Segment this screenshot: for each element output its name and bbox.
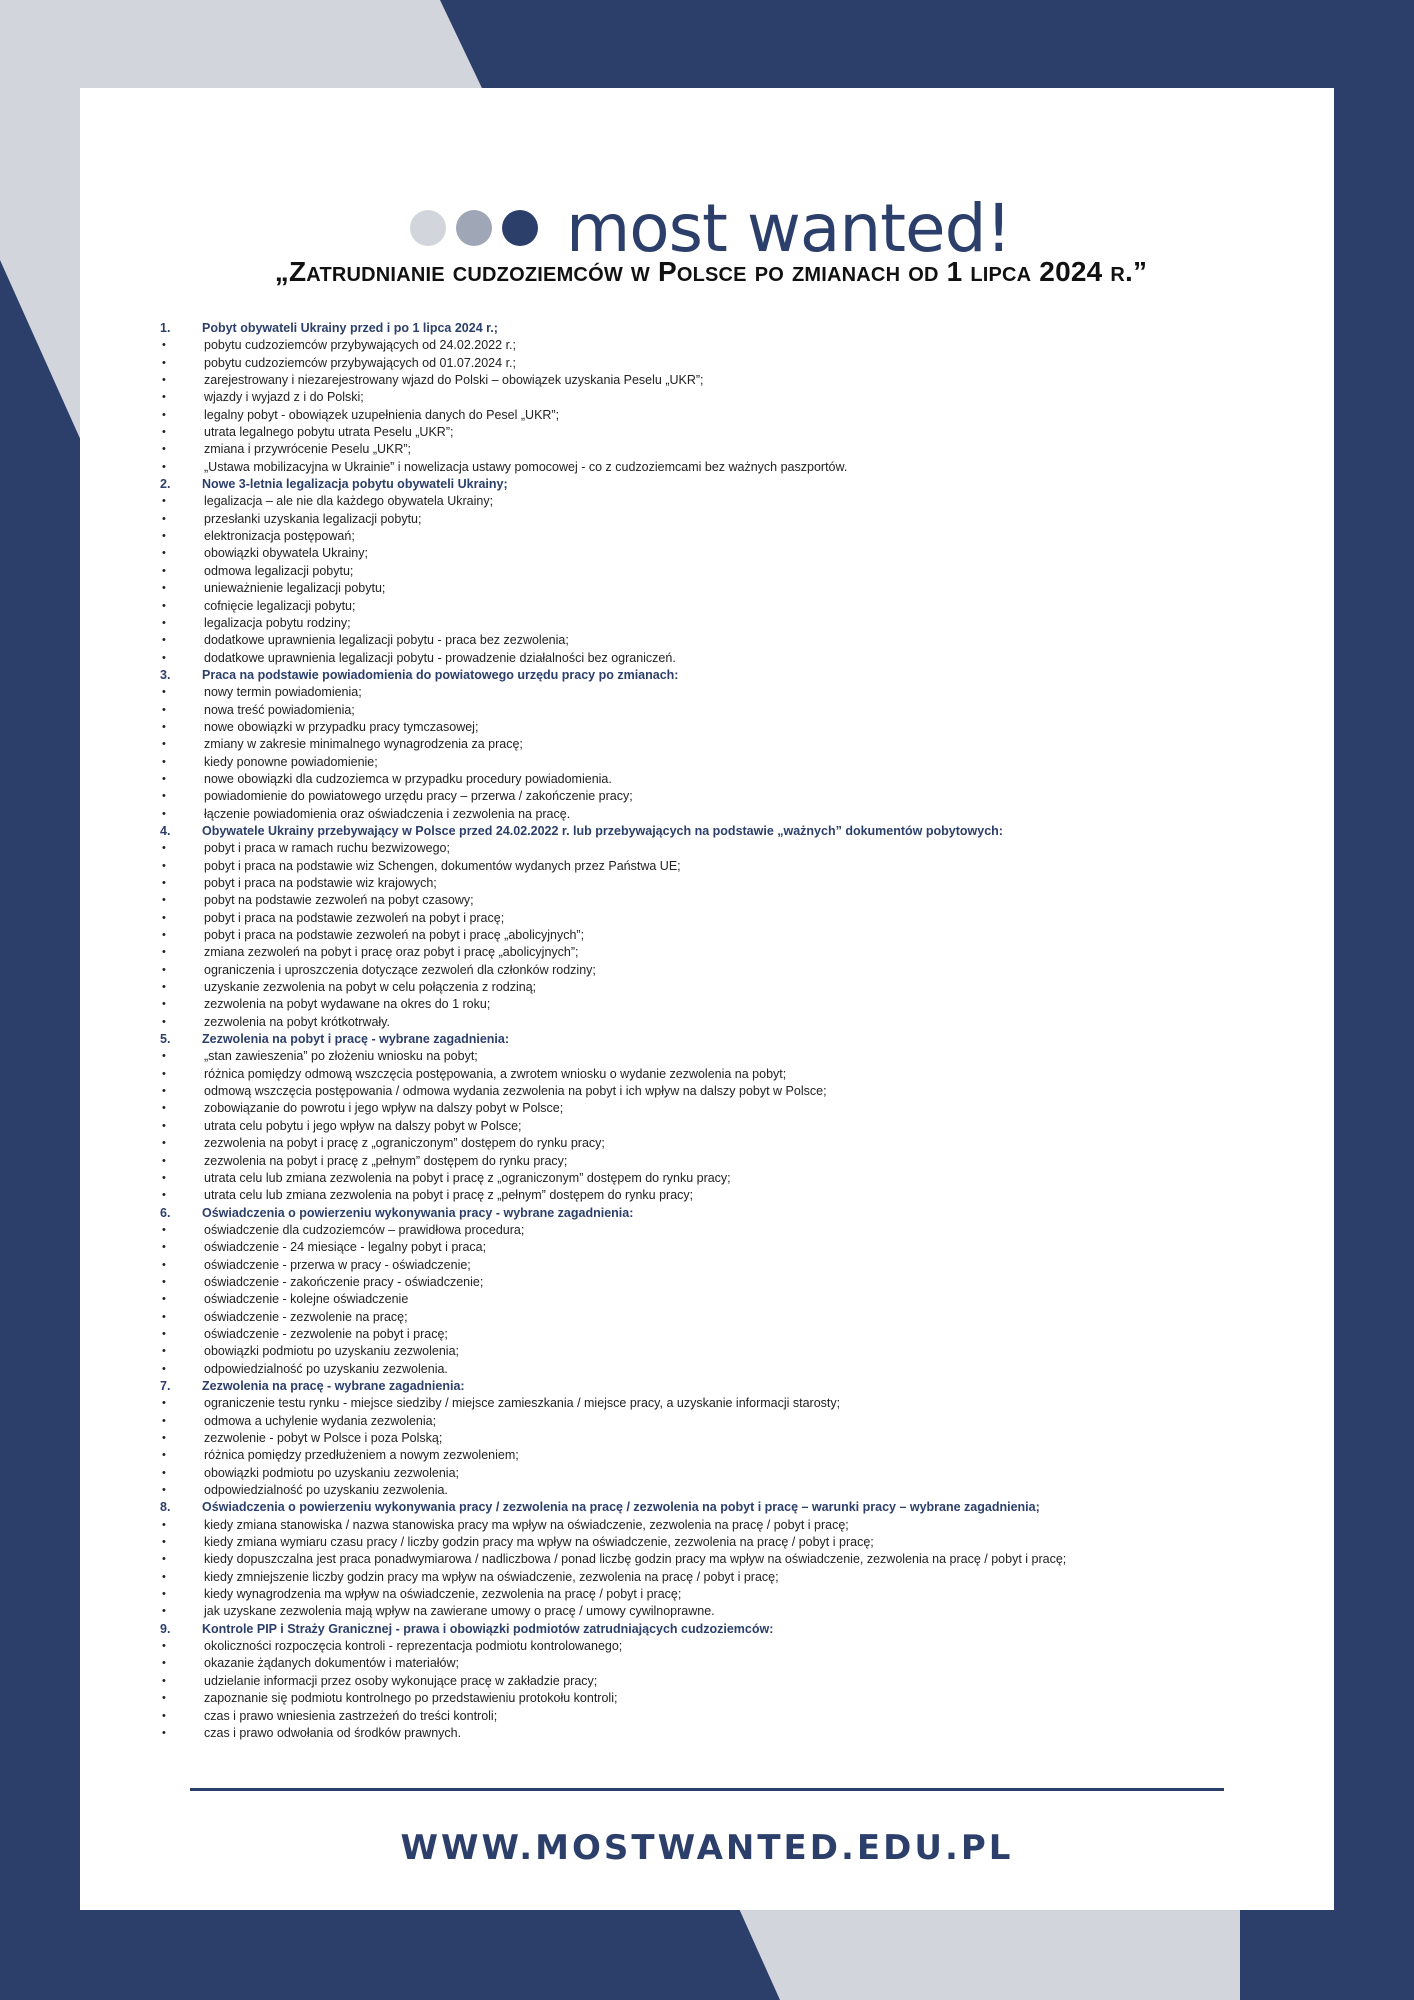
bullet-icon: • — [162, 1154, 166, 1167]
list-item — [160, 1326, 1300, 1343]
section-number: 4. — [160, 823, 171, 838]
bullet-icon: • — [162, 1085, 166, 1098]
list-item — [160, 459, 1300, 476]
list-item-text: kiedy wynagrodzenia ma wpływ na oświadczenie, zezwolenia na pracę / pobyt i pracę; — [204, 1587, 682, 1602]
bullet-icon: • — [162, 738, 166, 751]
list-item — [160, 355, 1300, 372]
bullet-icon: • — [162, 408, 166, 421]
list-item-text: legalizacja – ale nie dla każdego obywatela Ukrainy; — [204, 494, 494, 509]
list-item — [160, 511, 1300, 528]
list-item — [160, 771, 1300, 788]
list-item — [160, 684, 1300, 701]
section-heading — [160, 320, 1300, 337]
list-item-text: pobyt i praca na podstawie zezwoleń na pobyt i pracę; — [204, 910, 505, 925]
list-item — [160, 1066, 1300, 1083]
list-item — [160, 806, 1300, 823]
list-item-text: odpowiedzialność po uzyskaniu zezwolenia. — [204, 1483, 448, 1498]
list-item — [160, 632, 1300, 649]
list-item-text: obowiązki obywatela Ukrainy; — [204, 546, 368, 561]
list-item — [160, 650, 1300, 667]
bullet-icon: • — [162, 1484, 166, 1497]
bullet-icon: • — [162, 426, 166, 439]
list-item-text: cofnięcie legalizacji pobytu; — [204, 598, 356, 613]
bullet-icon: • — [162, 703, 166, 716]
bullet-icon: • — [162, 998, 166, 1011]
list-item — [160, 372, 1300, 389]
bullet-icon: • — [162, 755, 166, 768]
list-item-text: zobowiązanie do powrotu i jego wpływ na dalszy pobyt w Polsce; — [204, 1101, 564, 1116]
bullet-icon: • — [162, 1518, 166, 1531]
list-item — [160, 875, 1300, 892]
section-heading — [160, 1621, 1300, 1638]
list-item-text: uzyskanie zezwolenia na pobyt w celu połączenia z rodziną; — [204, 980, 537, 995]
list-item-text: oświadczenie - zakończenie pracy - oświadczenie; — [204, 1274, 484, 1289]
list-item — [160, 1413, 1300, 1430]
list-item-text: zmiana zezwoleń na pobyt i pracę oraz pobyt i pracę „abolicyjnych”; — [204, 945, 579, 960]
bullet-icon: • — [162, 616, 166, 629]
list-item-text: zarejestrowany i niezarejestrowany wjazd do Polski – obowiązek uzyskania Peselu „UKR”; — [204, 373, 704, 388]
list-item — [160, 563, 1300, 580]
bullet-icon: • — [162, 1258, 166, 1271]
document-title: „Zatrudnianie cudzoziemców w Polsce po zmianach od 1 lipca 2024 r.” — [274, 256, 1148, 287]
section-number: 5. — [160, 1032, 171, 1047]
list-item — [160, 1655, 1300, 1672]
bullet-icon: • — [162, 1692, 166, 1705]
logo-dot-light-icon — [410, 210, 446, 246]
list-item-text: wjazdy i wyjazd z i do Polski; — [204, 390, 364, 405]
bullet-icon: • — [162, 547, 166, 560]
list-item-text: obowiązki podmiotu po uzyskaniu zezwolenia; — [204, 1344, 460, 1359]
list-item — [160, 337, 1300, 354]
list-item-text: utrata celu pobytu i jego wpływ na dalszy pobyt w Polsce; — [204, 1118, 522, 1133]
list-item — [160, 1534, 1300, 1551]
section-heading — [160, 1499, 1300, 1516]
list-item — [160, 858, 1300, 875]
list-item — [160, 1118, 1300, 1135]
list-item-text: zezwolenia na pobyt krótkotrwały. — [204, 1014, 390, 1029]
list-item — [160, 1586, 1300, 1603]
list-item — [160, 1673, 1300, 1690]
bullet-icon: • — [162, 339, 166, 352]
list-item-text: elektronizacja postępowań; — [204, 529, 355, 544]
section-number: 3. — [160, 667, 171, 682]
list-item-text: legalny pobyt - obowiązek uzupełnienia danych do Pesel „UKR”; — [204, 407, 560, 422]
list-item-text: pobyt i praca w ramach ruchu bezwizowego; — [204, 841, 450, 856]
bullet-icon: • — [162, 1709, 166, 1722]
list-item-text: kiedy zmniejszenie liczby godzin pracy ma wpływ na oświadczenie, zezwolenia na pracę / pobyt i pracę; — [204, 1569, 779, 1584]
list-item-text: pobyt i praca na podstawie wiz krajowych; — [204, 876, 437, 890]
list-item-text: czas i prawo wniesienia zastrzeżeń do treści kontroli; — [204, 1708, 498, 1723]
section-heading-text: Oświadczenia o powierzeniu wykonywania pracy / zezwolenia na pracę / zezwolenia na pobyt i pracę – warunki pracy – wybrane zagadnienia; — [202, 1500, 1040, 1515]
bullet-icon: • — [162, 1588, 166, 1601]
list-item — [160, 615, 1300, 632]
bullet-icon: • — [162, 911, 166, 924]
list-item-text: odmowa legalizacji pobytu; — [204, 563, 354, 578]
list-item-text: oświadczenie - zezwolenie na pobyt i pracę; — [204, 1326, 448, 1341]
list-item-text: dodatkowe uprawnienia legalizacji pobytu - praca bez zezwolenia; — [204, 633, 569, 648]
list-item-text: obowiązki podmiotu po uzyskaniu zezwolenia; — [204, 1465, 460, 1480]
bullet-icon: • — [162, 929, 166, 942]
list-item — [160, 1517, 1300, 1534]
bullet-icon: • — [162, 1362, 166, 1375]
list-item-text: oświadczenie - zezwolenie na pracę; — [204, 1309, 408, 1324]
list-item — [160, 424, 1300, 441]
section-heading — [160, 476, 1300, 493]
list-item — [160, 1170, 1300, 1187]
section-heading-text: Oświadczenia o powierzeniu wykonywania pracy - wybrane zagadnienia: — [202, 1205, 634, 1220]
bullet-icon: • — [162, 790, 166, 803]
list-item-text: ograniczenia i uproszczenia dotyczące zezwoleń dla członków rodziny; — [204, 962, 596, 977]
list-item — [160, 389, 1300, 406]
list-item — [160, 441, 1300, 458]
brand-name: most wanted! — [566, 189, 1012, 267]
section-number: 8. — [160, 1500, 171, 1515]
list-item — [160, 927, 1300, 944]
list-item — [160, 1309, 1300, 1326]
section-number: 6. — [160, 1205, 171, 1220]
list-item-text: okoliczności rozpoczęcia kontroli - reprezentacja podmiotu kontrolowanego; — [204, 1639, 623, 1654]
list-item-text: odmowa a uchylenie wydania zezwolenia; — [204, 1413, 437, 1428]
bullet-icon: • — [162, 1414, 166, 1427]
list-item-text: zapoznanie się podmiotu kontrolnego po przedstawieniu protokołu kontroli; — [204, 1691, 618, 1706]
list-item — [160, 1222, 1300, 1239]
list-item — [160, 996, 1300, 1013]
list-item-text: zezwolenie - pobyt w Polsce i poza Polską; — [204, 1431, 443, 1445]
section-number: 1. — [160, 321, 171, 335]
section-heading-text: Obywatele Ukrainy przebywający w Polsce przed 24.02.2022 r. lub przebywających na podstawie „ważnych” dokumentów pobytowych: — [202, 823, 1003, 838]
list-item — [160, 1274, 1300, 1291]
list-item-text: jak uzyskane zezwolenia mają wpływ na zawierane umowy o pracę / umowy cywilnoprawne. — [204, 1604, 715, 1619]
list-item-text: zezwolenia na pobyt i pracę z „ograniczonym” dostępem do rynku pracy; — [204, 1136, 605, 1151]
list-item — [160, 407, 1300, 424]
list-item — [160, 1239, 1300, 1256]
list-item-text: powiadomienie do powiatowego urzędu pracy – przerwa / zakończenie pracy; — [204, 789, 633, 804]
list-item — [160, 1361, 1300, 1378]
bullet-icon: • — [162, 564, 166, 577]
list-item-text: ograniczenie testu rynku - miejsce siedziby / miejsce zamieszkania / miejsce pracy, a uzyskanie informacji starosty; — [204, 1396, 841, 1411]
list-item-text: pobyt i praca na podstawie zezwoleń na pobyt i pracę „abolicyjnych”; — [204, 928, 585, 943]
bullet-icon: • — [162, 720, 166, 733]
list-item-text: pobytu cudzoziemców przybywających od 01.07.2024 r.; — [204, 355, 516, 370]
list-item — [160, 1187, 1300, 1204]
list-item-text: nowy termin powiadomienia; — [204, 685, 362, 700]
bullet-icon: • — [162, 1432, 166, 1444]
list-item-text: oświadczenie dla cudzoziemców – prawidłowa procedura; — [204, 1222, 525, 1237]
bullet-icon: • — [162, 391, 166, 404]
bullet-icon: • — [162, 1275, 166, 1288]
list-item — [160, 1725, 1300, 1742]
list-item — [160, 1100, 1300, 1117]
bullet-icon: • — [162, 1466, 166, 1479]
bullet-icon: • — [162, 1674, 166, 1687]
list-item-text: łączenie powiadomienia oraz oświadczenia i zezwolenia na pracę. — [204, 806, 571, 821]
list-item-text: „Ustawa mobilizacyjna w Ukrainie” i nowelizacja ustawy pomocowej - co z cudzoziemcami bez ważnych paszportów. — [204, 459, 848, 474]
bullet-icon: • — [162, 1553, 166, 1566]
bullet-icon: • — [162, 1310, 166, 1323]
section-heading-text: Praca na podstawie powiadomienia do powiatowego urzędu pracy po zmianach: — [202, 667, 679, 682]
bullet-icon: • — [162, 634, 166, 647]
list-item — [160, 1465, 1300, 1482]
bullet-icon: • — [162, 1067, 166, 1080]
bullet-icon: • — [162, 1657, 166, 1670]
section-heading — [160, 667, 1300, 684]
list-item-text: zmiany w zakresie minimalnego wynagrodzenia za pracę; — [204, 737, 523, 752]
bullet-icon: • — [162, 946, 166, 959]
content-card — [80, 88, 1334, 1910]
section-heading — [160, 1031, 1300, 1048]
list-item — [160, 1430, 1300, 1447]
section-heading-text: Zezwolenia na pobyt i pracę - wybrane zagadnienia: — [202, 1032, 510, 1047]
list-item — [160, 1291, 1300, 1308]
list-item-text: nowe obowiązki w przypadku pracy tymczasowej; — [204, 719, 479, 734]
list-item-text: dodatkowe uprawnienia legalizacji pobytu - prowadzenie działalności bez ograniczeń. — [204, 650, 676, 665]
section-heading — [160, 1378, 1300, 1395]
bullet-icon: • — [162, 963, 166, 976]
section-number: 9. — [160, 1621, 171, 1636]
bullet-icon: • — [162, 1137, 166, 1150]
list-item-text: nowa treść powiadomienia; — [204, 702, 355, 717]
list-item-text: zmiana i przywrócenie Peselu „UKR”; — [204, 442, 412, 457]
list-item-text: oświadczenie - przerwa w pracy - oświadczenie; — [204, 1257, 471, 1272]
bullet-icon: • — [162, 1241, 166, 1254]
bullet-icon: • — [162, 859, 166, 872]
list-item — [160, 892, 1300, 909]
bullet-icon: • — [162, 1605, 166, 1618]
list-item-text: utrata celu lub zmiana zezwolenia na pobyt i pracę z „pełnym” dostępem do rynku pracy; — [204, 1188, 694, 1203]
list-item-text: odmową wszczęcia postępowania / odmowa wydania zezwolenia na pobyt i ich wpływ na dalszy pobyt w Polsce; — [204, 1084, 827, 1099]
bullet-icon: • — [162, 460, 166, 473]
bullet-icon: • — [162, 1050, 166, 1063]
list-item-text: okazanie żądanych dokumentów i materiałów; — [204, 1656, 459, 1671]
bullet-icon: • — [162, 651, 166, 664]
list-item-text: różnica pomiędzy przedłużeniem a nowym zezwoleniem; — [204, 1448, 519, 1463]
bullet-icon: • — [162, 599, 166, 612]
list-item — [160, 1257, 1300, 1274]
list-item — [160, 1569, 1300, 1586]
list-item-text: udzielanie informacji przez osoby wykonujące pracę w zakładzie pracy; — [204, 1673, 598, 1688]
bullet-icon: • — [162, 686, 166, 699]
list-item — [160, 1395, 1300, 1412]
section-heading-text: Pobyt obywateli Ukrainy przed i po 1 lipca 2024 r.; — [202, 321, 498, 335]
section-heading — [160, 1205, 1300, 1222]
list-item — [160, 580, 1300, 597]
list-item — [160, 1447, 1300, 1464]
list-item — [160, 528, 1300, 545]
list-item — [160, 1603, 1300, 1620]
bullet-icon: • — [162, 1327, 166, 1340]
list-item-text: „stan zawieszenia” po złożeniu wniosku na pobyt; — [204, 1049, 478, 1064]
section-heading-text: Nowe 3-letnia legalizacja pobytu obywateli Ukrainy; — [202, 477, 508, 492]
bullet-icon: • — [162, 374, 166, 387]
logo-dot-mid-icon — [456, 210, 492, 246]
list-item — [160, 944, 1300, 961]
list-item-text: przesłanki uzyskania legalizacji pobytu; — [204, 511, 422, 526]
list-item — [160, 1014, 1300, 1031]
list-item — [160, 754, 1300, 771]
bullet-icon: • — [162, 1726, 166, 1739]
bullet-icon: • — [162, 1536, 166, 1549]
list-item-text: nowe obowiązki dla cudzoziemca w przypadku procedury powiadomienia. — [204, 771, 612, 786]
list-item — [160, 1482, 1300, 1499]
logo-dot-dark-icon — [502, 210, 538, 246]
list-item — [160, 840, 1300, 857]
list-item-text: oświadczenie - 24 miesiące - legalny pobyt i praca; — [204, 1240, 487, 1255]
bullet-icon: • — [162, 807, 166, 820]
bullet-icon: • — [162, 443, 166, 456]
list-item-text: kiedy ponowne powiadomienie; — [204, 754, 378, 769]
list-item — [160, 598, 1300, 615]
bullet-icon: • — [162, 1345, 166, 1358]
footer-url[interactable]: WWW.MOSTWANTED.EDU.PL — [400, 1828, 1014, 1868]
bullet-icon: • — [162, 356, 166, 369]
list-item-text: odpowiedzialność po uzyskaniu zezwolenia. — [204, 1361, 448, 1376]
bullet-icon: • — [162, 981, 166, 994]
list-item — [160, 1551, 1300, 1568]
list-item — [160, 1083, 1300, 1100]
bullet-icon: • — [162, 877, 166, 889]
bullet-icon: • — [162, 530, 166, 543]
list-item-text: utrata celu lub zmiana zezwolenia na pobyt i pracę z „ograniczonym” dostępem do rynku pracy; — [204, 1170, 731, 1185]
list-item — [160, 702, 1300, 719]
list-item-text: kiedy zmiana stanowiska / nazwa stanowiska pracy ma wpływ na oświadczenie, zezwolenia na pracę / pobyt i pracę; — [204, 1517, 849, 1532]
section-heading-text: Zezwolenia na pracę - wybrane zagadnienia: — [202, 1378, 465, 1393]
list-item — [160, 1048, 1300, 1065]
list-item — [160, 1708, 1300, 1725]
list-item-text: zezwolenia na pobyt i pracę z „pełnym” dostępem do rynku pracy; — [204, 1153, 568, 1168]
list-item — [160, 545, 1300, 562]
section-number: 2. — [160, 477, 171, 492]
bullet-icon: • — [162, 772, 166, 785]
list-item-text: różnica pomiędzy odmową wszczęcia postępowania, a zwrotem wniosku o wydanie zezwolenia na pobyt; — [204, 1066, 787, 1081]
list-item — [160, 1153, 1300, 1170]
list-item — [160, 736, 1300, 753]
bullet-icon: • — [162, 1570, 166, 1583]
list-item — [160, 1135, 1300, 1152]
bullet-icon: • — [162, 1119, 166, 1132]
bullet-icon: • — [162, 1640, 166, 1653]
bullet-icon: • — [162, 1189, 166, 1202]
section-heading — [160, 823, 1300, 840]
section-number: 7. — [160, 1378, 171, 1393]
list-item-text: czas i prawo odwołania od środków prawnych. — [204, 1725, 462, 1740]
bullet-icon: • — [162, 1102, 166, 1115]
list-item — [160, 1343, 1300, 1360]
list-item-text: unieważnienie legalizacji pobytu; — [204, 581, 386, 596]
list-item-text: zezwolenia na pobyt wydawane na okres do 1 roku; — [204, 997, 491, 1012]
list-item — [160, 788, 1300, 805]
bullet-icon: • — [162, 582, 166, 595]
list-item-text: kiedy zmiana wymiaru czasu pracy / liczby godzin pracy ma wpływ na oświadczenie, zezwolenia na pracę / pobyt i pracę; — [204, 1535, 874, 1550]
bullet-icon: • — [162, 1293, 166, 1306]
list-item-text: oświadczenie - kolejne oświadczenie — [204, 1292, 409, 1307]
bullet-icon: • — [162, 842, 166, 855]
list-item-text: pobyt na podstawie zezwoleń na pobyt czasowy; — [204, 893, 474, 908]
list-item — [160, 493, 1300, 510]
list-item-text: utrata legalnego pobytu utrata Peselu „UKR”; — [204, 425, 454, 440]
bullet-icon: • — [162, 1449, 166, 1462]
list-item — [160, 719, 1300, 736]
list-item — [160, 1690, 1300, 1707]
list-item-text: kiedy dopuszczalna jest praca ponadwymiarowa / nadliczbowa / ponad liczbę godzin pracy ma wpływ na oświadczenie, zezwolenia na pracę / pobyt i pracę; — [204, 1552, 1067, 1567]
list-item-text: legalizacja pobytu rodziny; — [204, 615, 351, 630]
section-heading-text: Kontrole PIP i Straży Granicznej - prawa i obowiązki podmiotów zatrudniających cudzoziemców: — [202, 1621, 774, 1636]
list-item-text: pobyt i praca na podstawie wiz Schengen, dokumentów wydanych przez Państwa UE; — [204, 858, 681, 873]
list-item-text: pobytu cudzoziemców przybywających od 24.02.2022 r.; — [204, 338, 516, 353]
list-item — [160, 910, 1300, 927]
bullet-icon: • — [162, 512, 166, 525]
agenda-list — [160, 320, 1300, 1742]
bullet-icon: • — [162, 495, 166, 508]
list-item — [160, 979, 1300, 996]
list-item — [160, 1638, 1300, 1655]
bullet-icon: • — [162, 1171, 166, 1184]
bullet-icon: • — [162, 1397, 166, 1410]
footer-divider — [190, 1788, 1224, 1791]
bullet-icon: • — [162, 1015, 166, 1028]
bullet-icon: • — [162, 894, 166, 907]
list-item — [160, 962, 1300, 979]
bullet-icon: • — [162, 1223, 166, 1236]
